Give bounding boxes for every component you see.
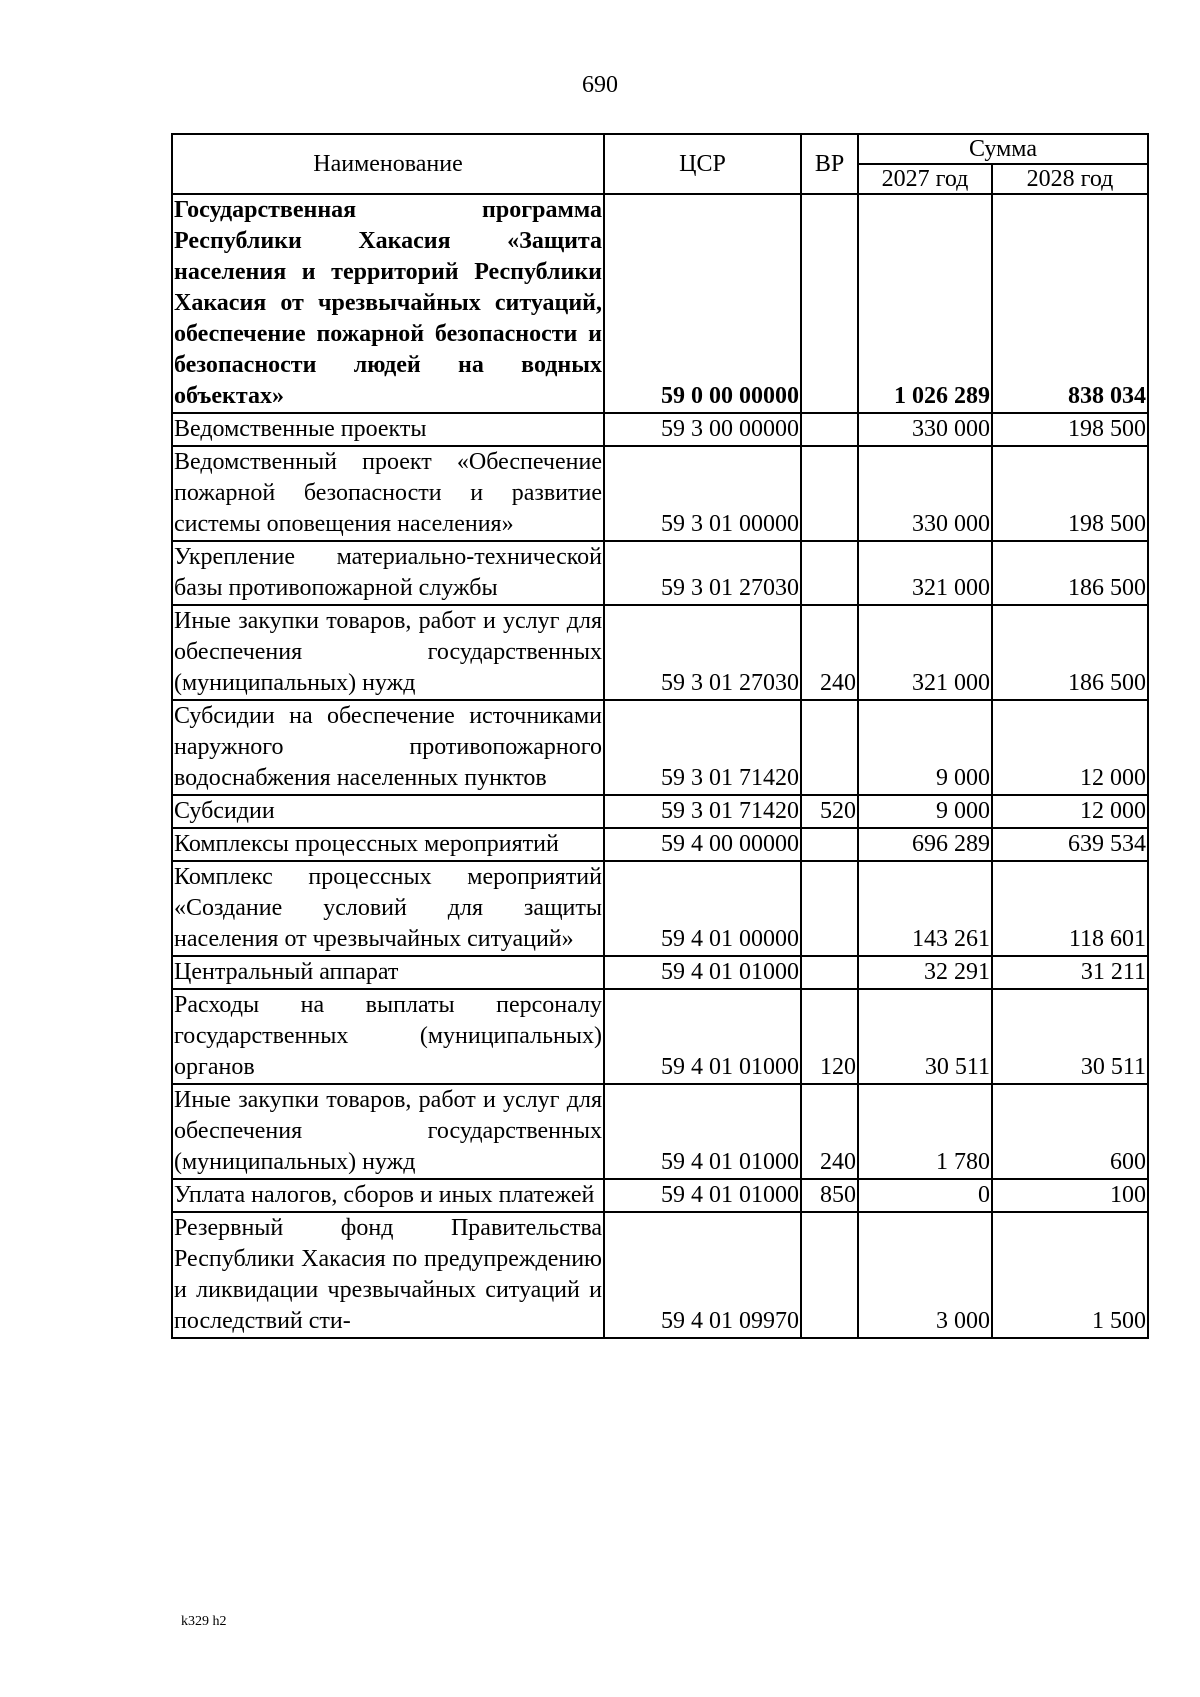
row-sum-2028: 118 601 (992, 861, 1148, 956)
row-vr (801, 413, 858, 446)
header-csr: ЦСР (604, 134, 801, 194)
row-csr: 59 3 01 71420 (604, 795, 801, 828)
row-sum-2027: 1 780 (858, 1084, 992, 1179)
row-name: Ведомственный проект «Обеспечение пожарной безопасности и развитие системы оповещения населения» (172, 446, 604, 541)
row-name: Ведомственные проекты (172, 413, 604, 446)
row-vr (801, 446, 858, 541)
row-vr (801, 828, 858, 861)
row-sum-2027: 1 026 289 (858, 194, 992, 413)
row-vr: 240 (801, 1084, 858, 1179)
row-sum-2028: 1 500 (992, 1212, 1148, 1338)
row-csr: 59 3 01 71420 (604, 700, 801, 795)
row-sum-2028: 31 211 (992, 956, 1148, 989)
table-row (172, 605, 1148, 700)
row-csr: 59 3 01 27030 (604, 605, 801, 700)
row-csr: 59 3 01 00000 (604, 446, 801, 541)
table-row (172, 541, 1148, 605)
row-csr: 59 4 01 01000 (604, 1179, 801, 1212)
row-name: Субсидии на обеспечение источниками наружного противопожарного водоснабжения населенных пунктов (172, 700, 604, 795)
row-vr (801, 194, 858, 413)
row-sum-2027: 9 000 (858, 700, 992, 795)
row-sum-2028: 639 534 (992, 828, 1148, 861)
row-vr: 520 (801, 795, 858, 828)
budget-table (171, 133, 1149, 1339)
row-csr: 59 4 00 00000 (604, 828, 801, 861)
row-csr: 59 4 01 01000 (604, 989, 801, 1084)
row-csr: 59 3 00 00000 (604, 413, 801, 446)
table-row (172, 446, 1148, 541)
row-vr (801, 700, 858, 795)
row-csr: 59 4 01 01000 (604, 956, 801, 989)
row-sum-2027: 30 511 (858, 989, 992, 1084)
table-row (172, 194, 1148, 413)
row-vr: 850 (801, 1179, 858, 1212)
row-sum-2027: 696 289 (858, 828, 992, 861)
row-sum-2028: 12 000 (992, 795, 1148, 828)
row-sum-2027: 9 000 (858, 795, 992, 828)
page-number: 690 (582, 72, 618, 98)
row-sum-2027: 330 000 (858, 446, 992, 541)
header-name: Наименование (172, 134, 604, 194)
header-vr: ВР (801, 134, 858, 194)
footer-code: k329 h2 (181, 1614, 227, 1629)
row-csr: 59 4 01 00000 (604, 861, 801, 956)
row-name: Уплата налогов, сборов и иных платежей (172, 1179, 604, 1212)
row-csr: 59 4 01 09970 (604, 1212, 801, 1338)
table-row (172, 700, 1148, 795)
row-vr (801, 541, 858, 605)
table-row (172, 413, 1148, 446)
row-vr (801, 956, 858, 989)
row-vr (801, 861, 858, 956)
header-year-2028: 2028 год (992, 164, 1148, 194)
row-sum-2027: 32 291 (858, 956, 992, 989)
row-sum-2028: 12 000 (992, 700, 1148, 795)
row-vr: 240 (801, 605, 858, 700)
table-row (172, 989, 1148, 1084)
row-sum-2028: 186 500 (992, 541, 1148, 605)
row-vr: 120 (801, 989, 858, 1084)
row-sum-2028: 198 500 (992, 413, 1148, 446)
row-csr: 59 4 01 01000 (604, 1084, 801, 1179)
table-row (172, 828, 1148, 861)
row-name: Расходы на выплаты персоналу государственных (муниципальных) органов (172, 989, 604, 1084)
row-sum-2028: 100 (992, 1179, 1148, 1212)
row-name: Укрепление материально-технической базы противопожарной службы (172, 541, 604, 605)
row-csr: 59 0 00 00000 (604, 194, 801, 413)
row-sum-2028: 198 500 (992, 446, 1148, 541)
row-sum-2027: 321 000 (858, 605, 992, 700)
row-csr: 59 3 01 27030 (604, 541, 801, 605)
row-name: Резервный фонд Правительства Республики Хакасия по предупреждению и ликвидации чрезвычайных ситуаций и последствий сти- (172, 1212, 604, 1338)
row-name: Государственная программа Республики Хакасия «Защита населения и территорий Республики Хакасия от чрезвычайных ситуаций, обеспечение пожарной безопасности и безопасности людей на водных объектах» (172, 194, 604, 413)
row-name: Иные закупки товаров, работ и услуг для обеспечения государственных (муниципальных) нужд (172, 605, 604, 700)
table-row (172, 1084, 1148, 1179)
table-row (172, 1179, 1148, 1212)
row-sum-2028: 600 (992, 1084, 1148, 1179)
row-name: Иные закупки товаров, работ и услуг для обеспечения государственных (муниципальных) нужд (172, 1084, 604, 1179)
row-sum-2028: 186 500 (992, 605, 1148, 700)
table-row (172, 1212, 1148, 1338)
row-sum-2027: 0 (858, 1179, 992, 1212)
row-name: Центральный аппарат (172, 956, 604, 989)
row-sum-2028: 838 034 (992, 194, 1148, 413)
row-name: Субсидии (172, 795, 604, 828)
table-row (172, 795, 1148, 828)
table-row (172, 956, 1148, 989)
row-vr (801, 1212, 858, 1338)
row-name: Комплексы процессных мероприятий (172, 828, 604, 861)
row-sum-2028: 30 511 (992, 989, 1148, 1084)
row-sum-2027: 330 000 (858, 413, 992, 446)
header-year-2027: 2027 год (858, 164, 992, 194)
row-sum-2027: 143 261 (858, 861, 992, 956)
row-name: Комплекс процессных мероприятий «Создание условий для защиты населения от чрезвычайных ситуаций» (172, 861, 604, 956)
table-row (172, 861, 1148, 956)
row-sum-2027: 3 000 (858, 1212, 992, 1338)
header-sum: Сумма (858, 134, 1148, 164)
row-sum-2027: 321 000 (858, 541, 992, 605)
